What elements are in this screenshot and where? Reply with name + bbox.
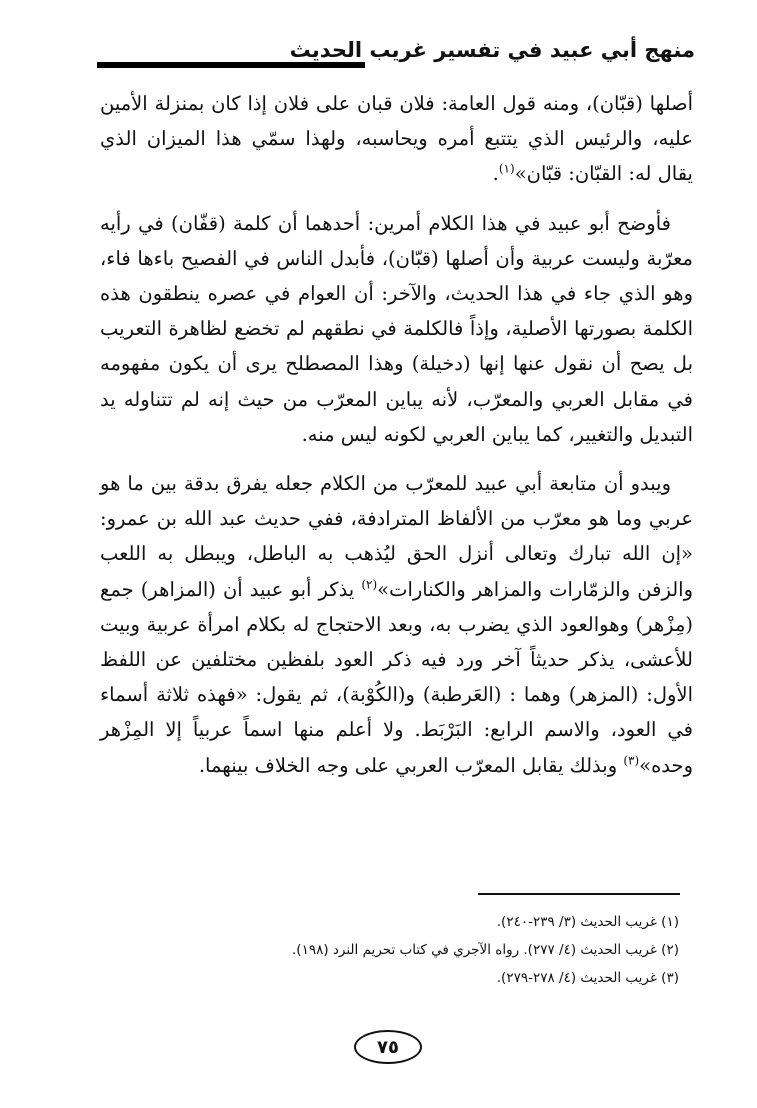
paragraph-2-text: فأوضح أبو عبيد في هذا الكلام أمرين: أحدهما أن كلمة (قفّان) في رأيه معرّبة وليست عربية وأن أصلها (قبّان)، فأبدل الناس في الفصيح باءها فاء، وهو الذي جاء في هذا الحديث، والآخر: أن العوام في عصره ينطقون هذه الكلمة بصورتها الأصلية، وإذاً فالكلمة في نطقهم لم تخضع لظاهرة التعريب بل يصح أن نقول عنها إنها (دخيلة) وهذا المصطلح يرى أن يكون مفهومه في مقابل العربي والمعرّب، لأنه يباين المعرّب من حيث إنه لم تتناوله يد التبديل والتغيير، كما يباين العربي لكونه ليس منه. [100,211,693,446]
footnote-divider [478,893,680,895]
footnote-ref-3[interactable]: (٣) [623,753,640,768]
paragraph-1 [100,86,693,192]
paragraph-2 [100,206,693,452]
paragraph-3-text-c: وبذلك يقابل المعرّب العربي على وجه الخلاف بينهما. [198,753,624,777]
footnote-2: (٢) غريب الحديث (٤/ ٢٧٧). رواه الآجري في كتاب تحريم النرد (١٩٨). [292,942,679,958]
paragraph-3-text-b: يذكر أبو عبيد أن (المزاهر) جمع (مِزْهر) وهوالعود الذي يضرب به، وبعد الاحتجاج له بكلام امرأة عربية وبيت للأعشى، يذكر حديثاً آخر ورد فيه ذكر العود بلفظين مختلفين عن اللفظ الأول: (المزهر) وهما : (العَرطبة) و(الكُوْبة)، ثم يقول: «فهذه ثلاثة أسماء في العود، والاسم الرابع: البَرْبَط. ولا أعلم منها اسماً عربياً إلا المِزْهر وحده» [100,577,693,777]
paragraph-1-end: . [492,162,499,186]
page-number: ٧٥ [354,1030,422,1064]
body-text [100,86,693,783]
footnote-3: (٣) غريب الحديث (٤/ ٢٧٨-٢٧٩). [496,970,679,986]
paragraph-3-text-a: ويبدو أن متابعة أبي عبيد للمعرّب من الكلام جعله يفرق بدقة بين ما هو عربي وما هو معرّب من الألفاظ المترادفة، ففي حديث عبد الله بن عمرو: «إن الله تبارك وتعالى أنزل الحق ليُذهب به الباطل، ويبطل به اللعب والزفن والزمّارات والمزاهر والكنارات» [100,472,694,601]
paragraph-1-text: أصلها (قبّان)، ومنه قول العامة: فلان قبان على فلان إذا كان بمنزلة الأمين عليه، والرئيس الذي يتتبع أمره ويحاسبه، ولهذا سمّي هذا الميزان الذي يقال له: القبّان: قبّان» [100,92,693,186]
footnote-ref-1[interactable]: (١) [498,161,515,176]
header-rule [97,62,365,68]
running-header-title: منهج أبي عبيد في تفسير غريب الحديث [289,38,695,62]
paragraph-3 [100,466,693,783]
footnote-ref-2[interactable]: (٢) [361,577,378,592]
footnote-1: (١) غريب الحديث (٣/ ٢٣٩-٢٤٠). [496,914,679,930]
footnotes [292,908,679,992]
